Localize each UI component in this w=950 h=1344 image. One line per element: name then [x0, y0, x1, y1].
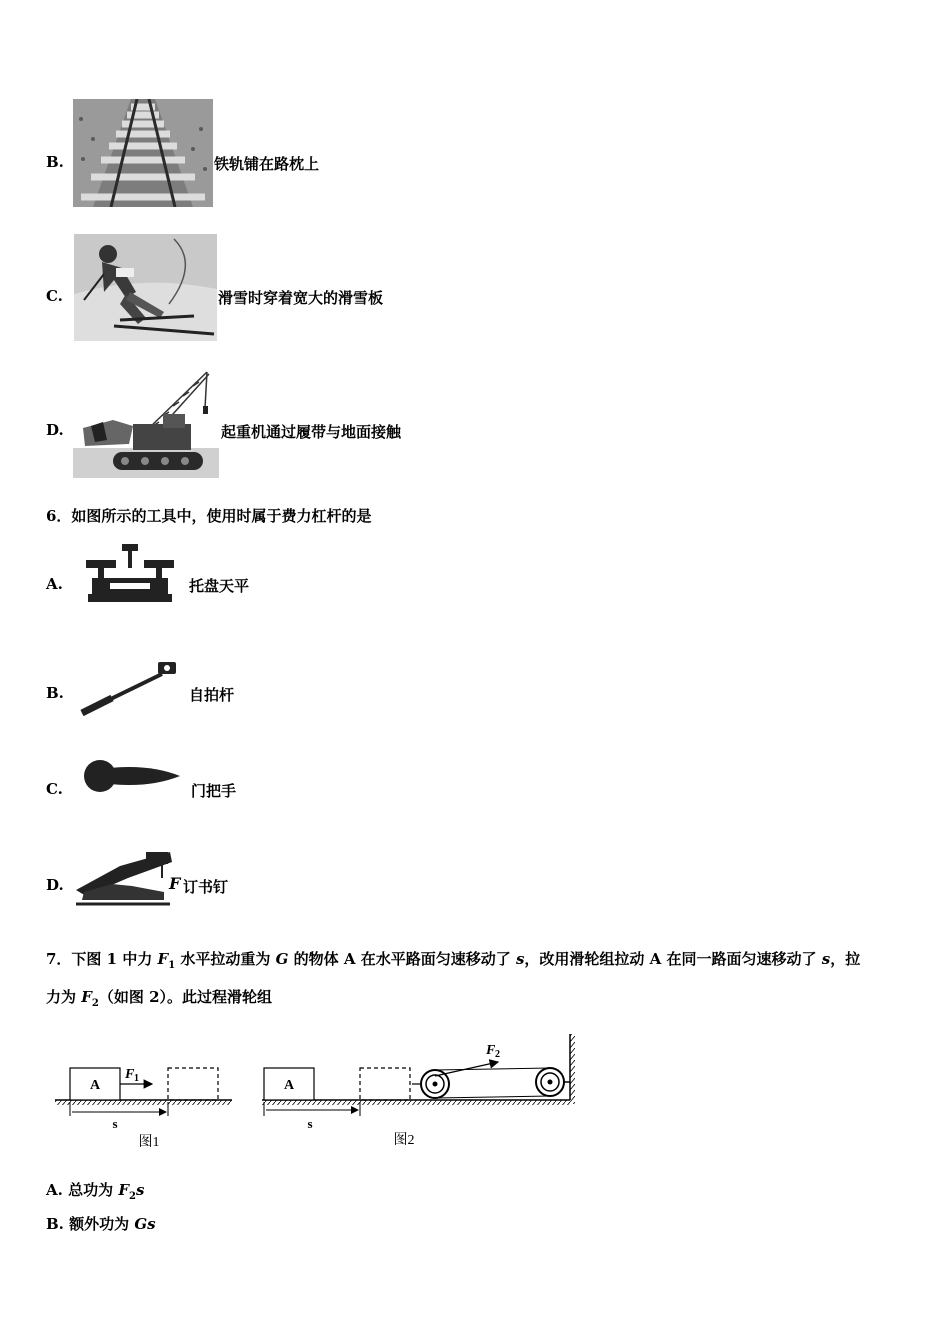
- figure-1: [55, 1067, 232, 1150]
- var-s: s: [821, 950, 831, 968]
- force-label: F: [169, 874, 181, 893]
- var-f2: F: [81, 988, 92, 1006]
- q7-stem-line2: [46, 986, 272, 1009]
- var-f2-sub: 2: [91, 998, 99, 1009]
- option-letter: A.: [46, 575, 63, 593]
- var-f2: F: [118, 1181, 129, 1199]
- fig2-force-sub: 2: [495, 1049, 500, 1060]
- var-f1-sub: 1: [168, 960, 176, 971]
- stapler-icon: [72, 848, 180, 910]
- q6-stem: 6．如图所示的工具中，使用时属于费力杠杆的是: [46, 507, 372, 525]
- balance-icon: [80, 542, 180, 604]
- option-letter: D.: [46, 421, 64, 439]
- var-f1: F: [157, 950, 169, 968]
- stem-text: 7．下图 1 中力: [46, 950, 158, 968]
- var-g: G: [275, 950, 289, 968]
- q7-stem-line1: [46, 948, 860, 971]
- option-letter: B.: [46, 1215, 64, 1233]
- fig2-caption: 图2: [393, 1133, 415, 1148]
- option-text: 铁轨铺在路枕上: [214, 155, 320, 173]
- option-text: 总功为: [68, 1181, 119, 1199]
- option-letter: A.: [46, 1181, 63, 1199]
- stem-text: （如图 2）。此过程滑轮组: [98, 988, 273, 1006]
- fig1-distance-label: s: [112, 1116, 118, 1131]
- figure-2: [262, 1034, 575, 1148]
- fig1-caption: 图1: [138, 1135, 160, 1150]
- railway-track-photo: [73, 99, 213, 207]
- fig1-force-label: F: [125, 1067, 135, 1082]
- option-letter: B.: [46, 153, 64, 171]
- skier-photo: [74, 234, 217, 341]
- var-gs: Gs: [134, 1215, 156, 1233]
- stem-text: ，改用滑轮组拉动 A 在同一路面匀速移动了: [524, 950, 822, 968]
- fig2-block-label: A: [283, 1078, 295, 1093]
- var-f2-sub: 2: [129, 1191, 136, 1202]
- option-text: 起重机通过履带与地面接触: [221, 423, 402, 441]
- option-text: 额外功为: [69, 1215, 135, 1233]
- q7-option-b[interactable]: [46, 1213, 156, 1234]
- stem-text: 的物体 A 在水平路面匀速移动了: [288, 950, 516, 968]
- fig2-force-label: F: [486, 1043, 496, 1058]
- stem-text: 水平拉动重为: [175, 950, 276, 968]
- var-s: s: [135, 1181, 145, 1199]
- q7-figure: [50, 1030, 580, 1155]
- door-handle-icon: [80, 756, 184, 796]
- option-letter: C.: [46, 287, 63, 305]
- fig2-distance-label: s: [307, 1116, 313, 1131]
- stem-text: ，拉: [830, 950, 861, 968]
- option-text: 托盘天平: [189, 577, 250, 595]
- option-text: 滑雪时穿着宽大的滑雪板: [218, 289, 384, 307]
- var-s: s: [515, 950, 525, 968]
- q7-option-a[interactable]: [46, 1179, 144, 1202]
- fig2-moved-block: [360, 1068, 410, 1100]
- fig1-moved-block: [168, 1068, 218, 1100]
- option-letter: D.: [46, 876, 64, 894]
- fig1-force-sub: 1: [134, 1073, 139, 1084]
- option-letter: B.: [46, 684, 64, 702]
- option-letter: C.: [46, 780, 63, 798]
- option-text: 订书钉: [183, 878, 229, 896]
- selfie-stick-icon: [78, 656, 182, 718]
- option-text: 自拍杆: [189, 686, 235, 704]
- crawler-crane-photo: [73, 368, 219, 478]
- stem-text: 力为: [46, 988, 82, 1006]
- option-text: 门把手: [191, 782, 237, 800]
- fig1-block-label: A: [89, 1078, 101, 1093]
